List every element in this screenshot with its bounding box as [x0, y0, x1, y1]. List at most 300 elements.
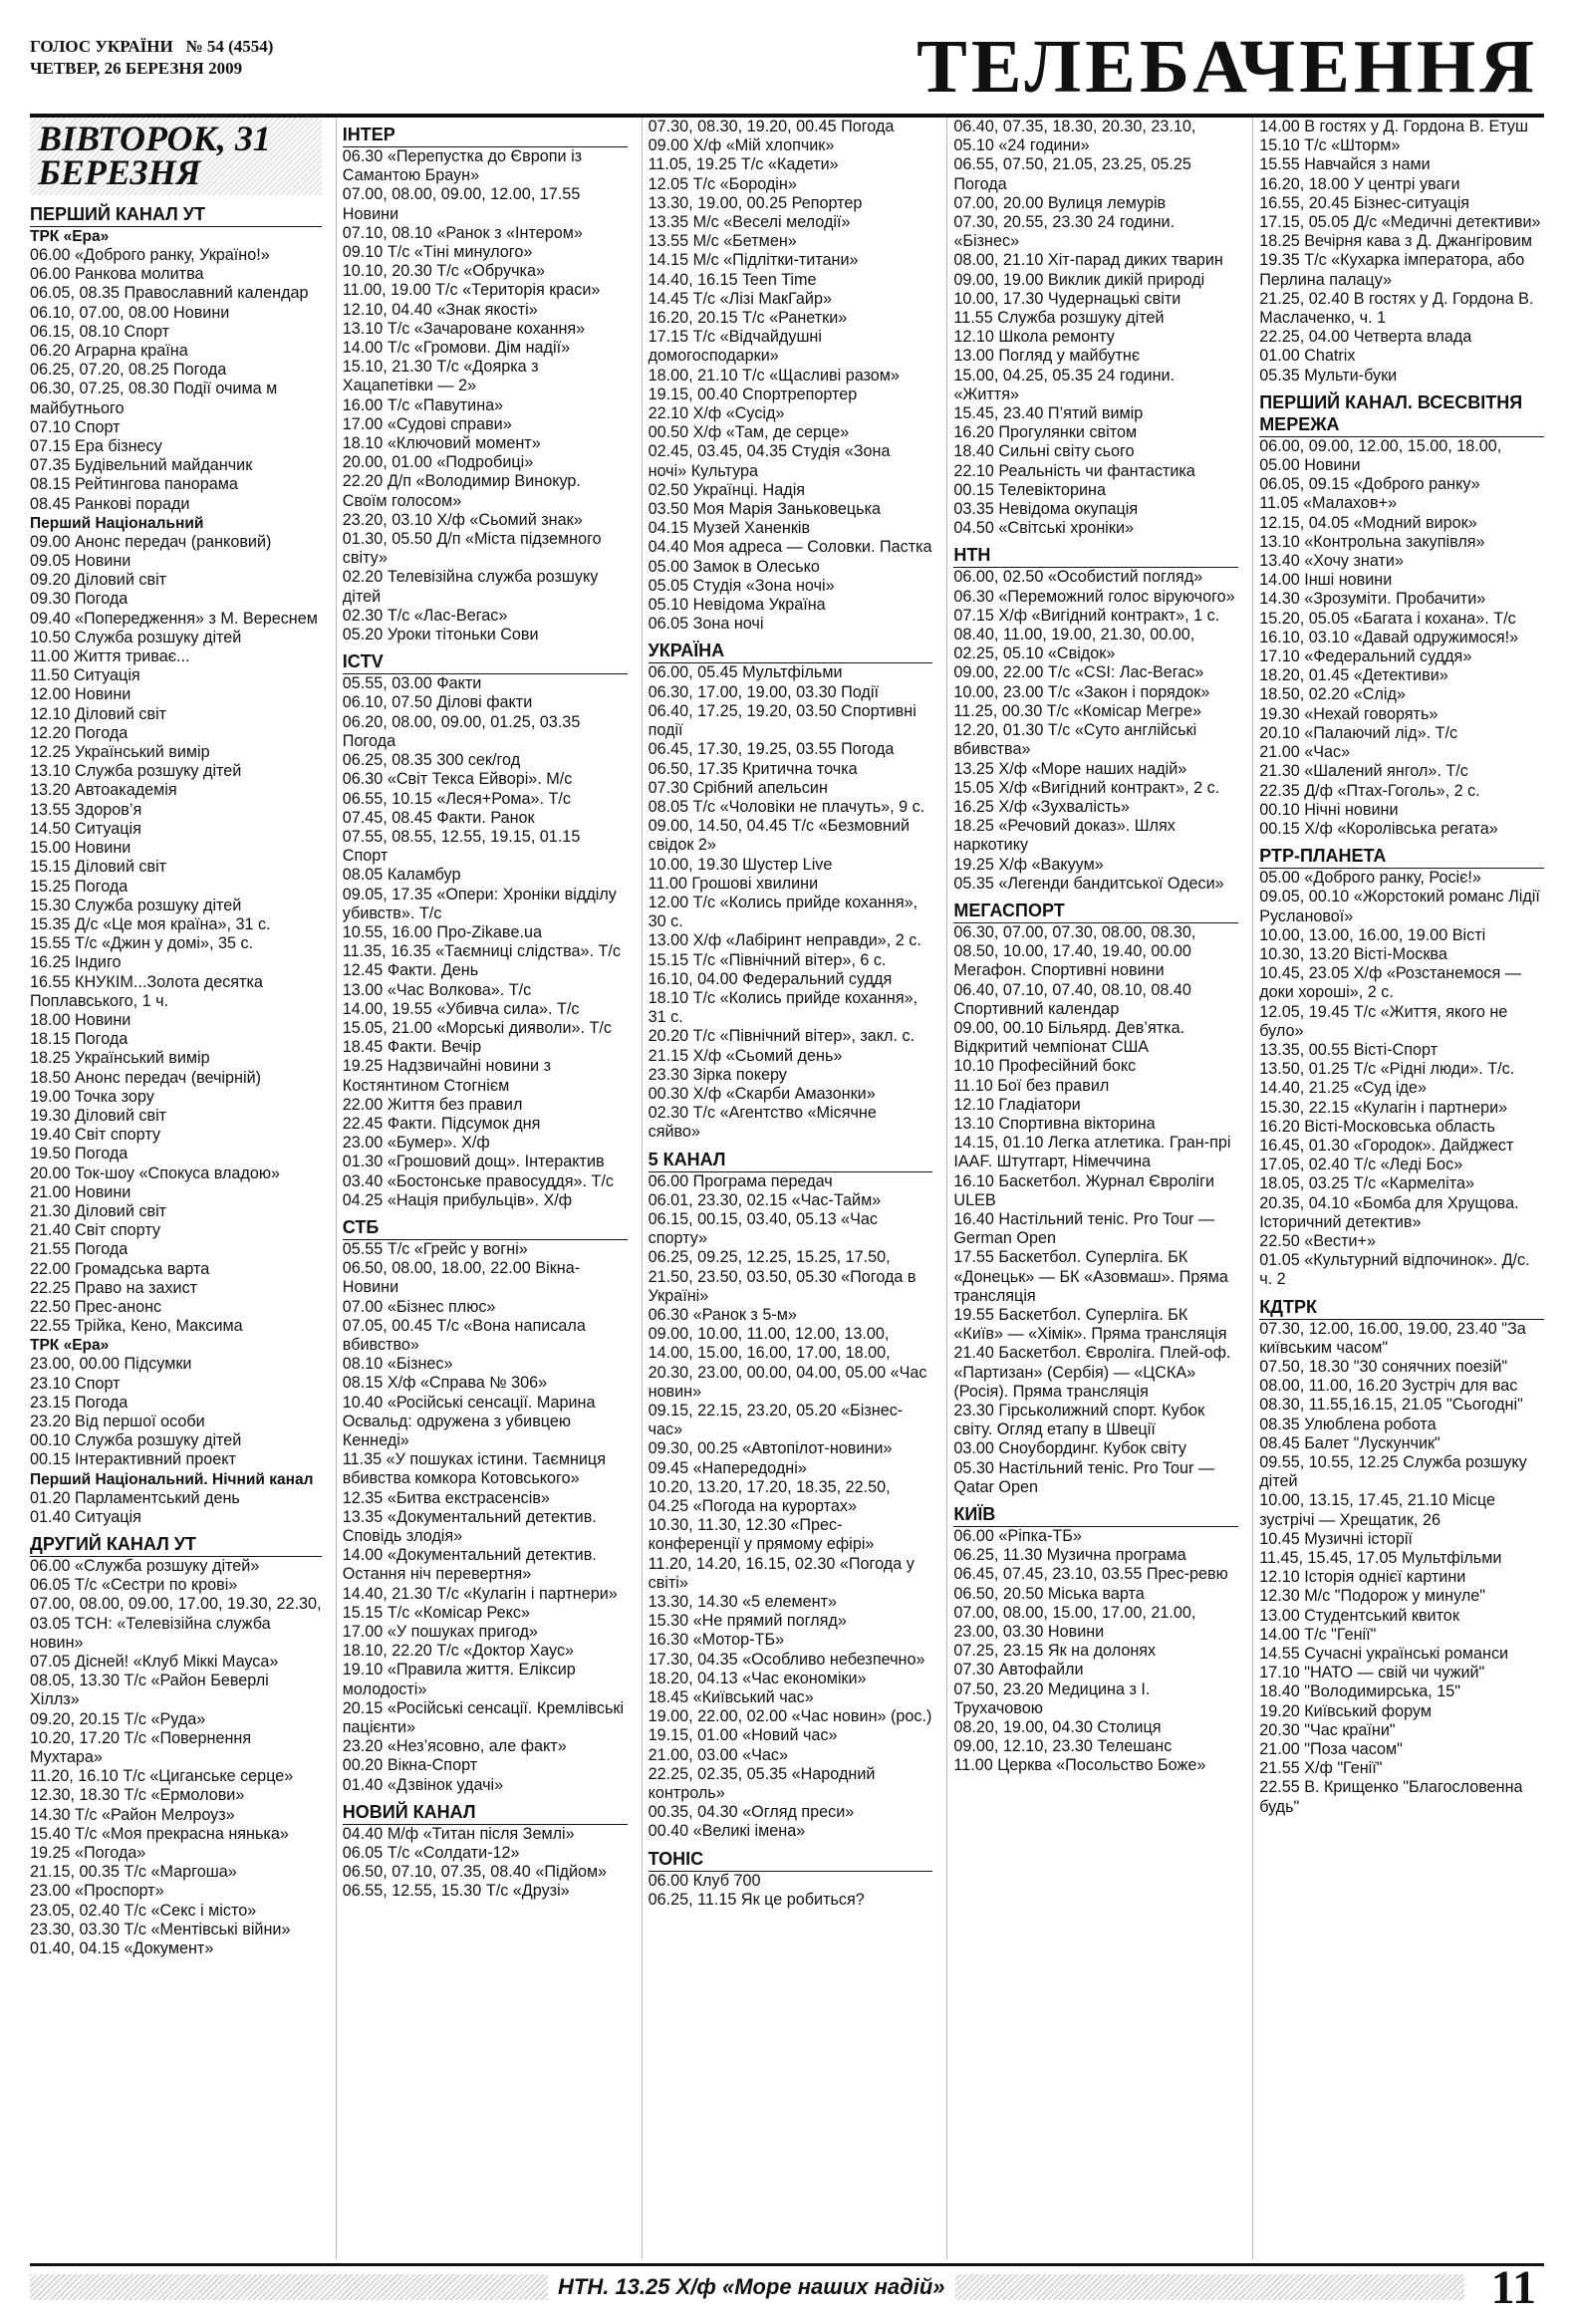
programme-title: Д/с «Це моя країна», 31 с. [75, 914, 271, 933]
programme-time: 12.10 [30, 704, 71, 723]
programme-title: Програма передач [692, 1171, 833, 1190]
programme-entry [343, 1355, 628, 1374]
programme-time: 19.20 [1259, 1701, 1300, 1720]
programme-title: «Нехай говорять» [1304, 704, 1439, 723]
programme-time: 19.25 [30, 1844, 71, 1863]
programme-time: 06.55, 10.15 [342, 789, 432, 808]
programme-title: «Суд іде» [1353, 1079, 1427, 1098]
programme-entry [343, 1298, 628, 1317]
programme-entry [1259, 1396, 1544, 1415]
programme-entry [30, 1595, 322, 1653]
programme-title: Новини [75, 685, 131, 704]
programme-time: 06.30 [342, 147, 384, 165]
programme-time: 14.00 [1259, 1625, 1300, 1644]
programme-title: Діловий світ [75, 1201, 167, 1220]
programme-entry [649, 155, 933, 174]
programme-entry [1259, 1377, 1544, 1396]
programme-entry [953, 1756, 1238, 1775]
programme-time: 04.15 [648, 519, 689, 538]
programme-entry [649, 1651, 933, 1670]
programme-title: Т/с «Район Мелроуз» [75, 1805, 235, 1824]
programme-entry [953, 626, 1238, 663]
programme-title: Погляд у майбутнє [998, 347, 1141, 366]
programme-title: П’ятий вимір [1047, 404, 1144, 423]
programme-title: Chatrix [1304, 347, 1356, 366]
programme-title: Сучасні українські романси [1304, 1645, 1509, 1664]
programme-time: 07.10 [30, 417, 71, 436]
programme-entry [30, 495, 322, 514]
programme-time: 21.40 [953, 1344, 994, 1363]
programme-time: 09.00, 22.00 [953, 663, 1044, 682]
programme-entry [1259, 647, 1544, 666]
programme-entry [30, 1939, 322, 1958]
programme-title: Т/с «Грейс у вогні» [387, 1239, 528, 1258]
programme-title: Новини [75, 552, 131, 571]
programme-title: Срібний апельсин [692, 778, 828, 797]
programme-title: Т/с «Павутина» [387, 395, 504, 414]
programme-title: «Зрозуміти. Пробачити» [1304, 590, 1486, 609]
programme-time: 04.25 [342, 1190, 384, 1209]
channel-heading: НОВИЙ КАНАЛ [343, 1801, 628, 1825]
programme-title: Погода [342, 731, 396, 750]
programme-title: «Судові справи» [387, 414, 512, 433]
programme-entry [1259, 1664, 1544, 1682]
programme-entry [649, 1066, 933, 1085]
programme-entry [649, 1822, 933, 1841]
programme-entry [953, 1306, 1238, 1344]
programme-title: «24 години» [998, 136, 1090, 155]
programme-time: 13.40 [1259, 552, 1300, 571]
programme-title: Зустріч для вас [1402, 1377, 1518, 1396]
programme-entry [343, 674, 628, 693]
programme-title: Х/ф «Скарби Амазонки» [692, 1084, 876, 1103]
programme-title: Київський форум [1304, 1701, 1432, 1720]
programme-entry [1259, 762, 1544, 781]
programme-time: 06.00 [648, 1171, 689, 1190]
programme-entry [953, 462, 1238, 481]
programme-entry [1259, 514, 1544, 533]
programme-entry [343, 790, 628, 809]
programme-entry [1259, 610, 1544, 629]
programme-title: Хіт-парад диких тварин [1047, 251, 1223, 270]
programme-entry [649, 1891, 933, 1910]
programme-entry [1259, 926, 1544, 945]
programme-entry [30, 743, 322, 762]
programme-title: Погода [841, 118, 895, 135]
programme-title: «Нез’ясовно, але факт» [387, 1737, 567, 1756]
programme-title: «Не прямий погляд» [692, 1612, 847, 1631]
programme-entry [343, 961, 628, 980]
programme-time: 09.55, 10.55, 12.25 [1259, 1453, 1399, 1471]
programme-entry [649, 232, 933, 251]
programme-entry [649, 779, 933, 798]
programme-time: 06.15, 00.15, 03.40, 05.13 [648, 1209, 837, 1228]
programme-time: 18.05, 03.25 [1259, 1174, 1350, 1193]
programme-time: 00.15 [30, 1450, 71, 1469]
programme-title: Інші новини [1304, 571, 1393, 590]
programme-entry [1259, 1099, 1544, 1118]
programme-entry [30, 685, 322, 704]
programme-title: Телевізійна служба розшуку дітей [342, 568, 599, 606]
programme-entry [30, 762, 322, 781]
programme-time: 09.30, 00.25 [648, 1439, 738, 1458]
programme-time: 03.50 [648, 500, 689, 519]
programme-title: Ситуація [75, 819, 141, 838]
programme-title: Право на захист [75, 1278, 198, 1297]
programme-entry [649, 1670, 933, 1688]
programme-time: 19.55 [953, 1305, 994, 1324]
programme-title: Улюблена робота [1304, 1415, 1437, 1433]
programme-entry [649, 989, 933, 1027]
programme-time: 06.40, 17.25, 19.20, 03.50 [648, 701, 837, 720]
programme-time: 15.10, 21.30 [342, 358, 432, 377]
programme-time: 15.05 [953, 778, 994, 797]
programme-time: 05.05 [648, 576, 689, 595]
programme-entry [343, 1756, 628, 1775]
programme-time: 23.30 [648, 1065, 689, 1084]
programme-entry [30, 418, 322, 437]
page-number: 11 [1490, 2261, 1536, 2314]
programme-time: 12.45 [342, 961, 384, 980]
programme-title: Т/с «Повернення Мухтара» [30, 1728, 252, 1767]
programme-time: 13.55 [648, 232, 689, 251]
programme-time: 17.00 [342, 414, 384, 433]
programme-entry [953, 1680, 1238, 1718]
programme-title: «Бостонське правосуддя». Т/с [387, 1171, 614, 1190]
programme-entry [30, 820, 322, 839]
programme-entry [343, 568, 628, 606]
programme-entry [649, 386, 933, 404]
programme-title: «Час» [1304, 743, 1351, 762]
programme-entry [343, 942, 628, 961]
channel-heading: МЕГАСПОРТ [953, 900, 1238, 923]
programme-entry [649, 271, 933, 290]
programme-entry [343, 923, 628, 942]
programme-time: 05.00 [1259, 869, 1300, 888]
programme-entry [1259, 437, 1544, 475]
programme-time: 06.00, 09.00, 12.00, 15.00, 18.00, 05.00 [1259, 436, 1502, 475]
programme-entry [30, 1049, 322, 1068]
channel-heading: 5 КАНАЛ [649, 1149, 933, 1172]
programme-time: 06.00 [953, 1527, 994, 1546]
programme-title: «Особливо небезпечно» [742, 1650, 925, 1669]
programme-title: ТСН: «Телевізійна служба новин» [30, 1614, 271, 1652]
programme-entry [343, 1489, 628, 1508]
programme-time: 17.00 [342, 1623, 384, 1642]
programme-title: Т/с «Ранетки» [742, 309, 848, 328]
programme-entry [30, 1011, 322, 1030]
programme-title: Настільний теніс. Pro Tour — German Open [953, 1209, 1215, 1248]
programme-time: 09.05, 00.10 [1259, 888, 1350, 906]
programme-entry [30, 361, 322, 380]
programme-entry [953, 367, 1238, 404]
programme-time: 14.40, 21.25 [1259, 1079, 1350, 1098]
programme-title: Т/с «Доктор Хаус» [436, 1642, 575, 1661]
programme-time: 18.00, 21.10 [648, 366, 738, 385]
programme-title: «Морські дияволи». Т/с [436, 1018, 612, 1037]
programme-time: 06.50, 07.10, 07.35, 08.40 [342, 1863, 531, 1882]
programme-title: «Попередження» з М. Вереснем [75, 609, 318, 628]
programme-title: Х/ф «Море наших надій» [998, 759, 1187, 778]
programme-title: Події очима м майбутнього [30, 380, 278, 417]
programme-time: 10.00, 17.30 [953, 289, 1044, 308]
programme-entry [1259, 1491, 1544, 1529]
programme-entry [30, 1557, 322, 1576]
programme-time: 15.55 [30, 934, 71, 953]
programme-entry [30, 1413, 322, 1431]
programme-entry [30, 246, 322, 265]
programme-entry [30, 1107, 322, 1126]
programme-entry [30, 1508, 322, 1527]
programme-time: 06.40, 07.10, 07.40, 08.10, 08.40 [953, 980, 1191, 999]
programme-title: Т/с «Комісар Мегре» [1046, 701, 1202, 720]
programme-title: Факти. День [387, 961, 479, 980]
programme-entry [343, 1317, 628, 1355]
programme-title: Т/с «Лас-Вегас» [387, 606, 508, 625]
programme-entry [30, 1145, 322, 1163]
programme-time: 00.10 [30, 1431, 71, 1450]
programme-time: 17.15 [648, 328, 689, 347]
programme-title: Т/с «Життя, якого не було» [1259, 1002, 1508, 1040]
programme-entry [30, 1729, 322, 1767]
programme-time: 13.00 [1259, 1606, 1300, 1625]
programme-title: Мегафон. Спортивні новини [953, 961, 1165, 980]
programme-entry [953, 500, 1238, 519]
programme-title: Д/ф «Птах-Гоголь», 2 с. [1304, 781, 1480, 800]
programme-time: 20.00 [30, 1163, 71, 1182]
programme-title: М/с «Бетмен» [692, 232, 797, 251]
programme-time: 14.00 [1259, 118, 1300, 135]
programme-title: Музична програма [1046, 1546, 1186, 1565]
programme-entry [343, 1623, 628, 1642]
programme-entry [30, 934, 322, 953]
programme-time: 06.05 [342, 1844, 384, 1863]
programme-entry [953, 683, 1238, 702]
channel-heading: СТБ [343, 1216, 628, 1240]
programme-title: Анонс передач (ранковий) [75, 532, 272, 551]
programme-time: 19.15, 01.00 [648, 1726, 738, 1745]
programme-title: Студія «Зона ночі» [692, 576, 835, 595]
listing-column-2 [336, 118, 628, 2259]
programme-time: 22.00 [30, 1259, 71, 1278]
programme-title: Надзвичайні новини з Костянтином Стогнієм [342, 1057, 552, 1095]
programme-time: 09.20, 20.15 [30, 1709, 121, 1728]
programme-time: 21.00, 03.00 [648, 1745, 738, 1764]
programme-entry [953, 1604, 1238, 1642]
programme-entry [30, 1672, 322, 1709]
issue-number: № 54 (4554) [185, 37, 274, 56]
programme-title: Баскетбол. Суперліга. БК «Київ» — «Хімік». Пряма трансляція [953, 1305, 1227, 1344]
programme-entry [953, 404, 1238, 423]
programme-title: «Вести+» [1304, 1231, 1377, 1250]
programme-time: 06.30 [342, 770, 384, 789]
programme-entry [1259, 1003, 1544, 1041]
programme-entry [953, 568, 1238, 587]
programme-time: 10.20, 17.20 [30, 1728, 121, 1747]
programme-time: 06.00 [30, 1557, 71, 1575]
programme-time: 23.20 [30, 1412, 71, 1430]
programme-entry [343, 607, 628, 626]
programme-title: «Огляд преси» [742, 1803, 855, 1822]
listing-column-5 [1252, 118, 1544, 2259]
programme-time: 12.10 [953, 1095, 994, 1114]
programme-time: 13.35 [342, 1507, 384, 1526]
programme-entry [953, 1134, 1238, 1171]
programme-time: 09.05 [30, 552, 71, 571]
programme-entry [649, 760, 933, 779]
programme-title: Факти. Підсумок дня [387, 1114, 541, 1133]
programme-title: Новини [173, 303, 230, 322]
programme-time: 06.25, 07.20, 08.25 [30, 361, 169, 380]
programme-title: Т/с «Північний вітер», 6 с. [692, 950, 887, 969]
programme-title: «Знак якості» [436, 300, 538, 319]
programme-time: 10.30, 13.20 [1259, 944, 1350, 963]
programme-time: 13.25 [953, 759, 994, 778]
programme-title: Прес-анонс [75, 1297, 162, 1316]
programme-title: «Модний вирок» [1353, 513, 1477, 532]
programme-entry [649, 1210, 933, 1248]
channel-subheading: ТРК «Ера» [30, 228, 110, 245]
programme-entry [953, 779, 1238, 798]
programme-title: Православний календар [124, 284, 309, 303]
paper-name: ГОЛОС УКРАЇНИ [30, 37, 173, 56]
programme-entry [343, 301, 628, 320]
programme-title: Спортивний календар [953, 999, 1120, 1018]
programme-title: Т/с «Комісар Рекс» [387, 1603, 530, 1622]
programme-entry [1259, 1607, 1544, 1626]
programme-time: 07.00, 20.00 [953, 193, 1044, 212]
programme-time: 02.45, 03.45, 04.35 [648, 442, 788, 461]
programme-time: 06.30, 07.00, 07.30, 08.00, 08.30, 08.50, 10.00, 17.40, 19.40, 00.00 [953, 922, 1196, 961]
programme-entry [30, 323, 322, 342]
programme-title: Ділові факти [436, 693, 533, 712]
programme-time: 16.20 [1259, 1117, 1300, 1136]
programme-time: 06.25, 09.25, 12.25, 15.25, 17.50, 21.50, 23.50, 03.50, 05.30 [648, 1248, 891, 1286]
programme-time: 21.25, 02.40 [1259, 289, 1350, 308]
programme-time: 08.30, 11.55,16.15, 21.05 [1259, 1396, 1442, 1415]
programme-time: 11.25, 00.30 [953, 701, 1043, 720]
programme-time: 11.20, 16.10 [30, 1767, 119, 1786]
programme-entry [343, 1450, 628, 1488]
programme-entry [1259, 820, 1544, 839]
programme-title: Як це робиться? [740, 1890, 865, 1909]
programme-entry [649, 817, 933, 855]
programme-time: 07.15 [953, 606, 994, 625]
programme-entry [30, 1786, 322, 1805]
programme-title: Баскетбол. Суперліга. БК «Донецьк» — БК «Азовмаш». Пряма трансляція [953, 1248, 1228, 1305]
programme-time: 09.30 [30, 590, 71, 609]
programme-time: 18.10, 22.20 [342, 1642, 432, 1661]
programme-time: 09.05, 17.35 [342, 885, 432, 904]
programme-time: 00.15 [953, 480, 994, 499]
programme-entry [343, 981, 628, 1000]
programme-entry [649, 194, 933, 213]
programme-entry [1259, 155, 1544, 174]
programme-time: 01.40 [30, 1507, 71, 1526]
programme-entry [30, 1355, 322, 1374]
programme-time: 12.00 [648, 893, 689, 911]
programme-title: «Час економіки» [742, 1669, 867, 1687]
programme-entry [953, 702, 1238, 721]
programme-time: 01.05 [1259, 1251, 1300, 1270]
programme-entry [953, 481, 1238, 500]
programme-title: «Федеральний суддя» [1304, 647, 1472, 666]
programme-entry [30, 590, 322, 609]
programme-title: «Бомба для Хрущова. Історичний детектив» [1259, 1193, 1519, 1231]
programme-title: Вікна-Новини [342, 1259, 581, 1297]
programme-time: 08.35 [1259, 1415, 1300, 1433]
programme-entry [30, 284, 322, 303]
programme-entry [30, 456, 322, 475]
programme-entry [1259, 1137, 1544, 1156]
programme-title: «Час» [742, 1745, 789, 1764]
programme-title: М/с «Підлітки-титани» [692, 251, 859, 270]
programme-title: Т/с «Маргоша» [124, 1863, 237, 1882]
programme-time: 22.35 [1259, 781, 1300, 800]
programme-time: 08.40, 11.00, 19.00, 21.30, 00.00, 02.25, 05.10 [953, 626, 1195, 663]
programme-title: Історія однієї картини [1304, 1568, 1466, 1587]
programme-time: 22.25 [30, 1278, 71, 1297]
programme-entry [953, 1344, 1238, 1402]
programme-title: «Свідок» [1047, 645, 1116, 663]
programme-time: 15.05, 21.00 [342, 1018, 432, 1037]
listing-column-4 [946, 118, 1238, 2259]
programme-entry [649, 290, 933, 309]
programme-title: Т/с «Територія краси» [435, 281, 601, 300]
programme-time: 17.10 [1259, 1664, 1300, 1682]
programme-title: Teen Time [741, 270, 817, 289]
programme-entry [30, 878, 322, 897]
programme-entry [1259, 705, 1544, 724]
programme-time: 18.00 [30, 1010, 71, 1029]
programme-time: 16.40 [953, 1209, 994, 1228]
programme-title: Т/с «Рідні люди». Т/с. [1353, 1060, 1515, 1079]
programme-entry [649, 1085, 933, 1104]
programme-title: «Битва екстрасенсів» [387, 1488, 550, 1507]
programme-time: 01.40 [342, 1775, 384, 1794]
programme-title: «Бізнес-час» [648, 1402, 904, 1439]
programme-time: 23.30, 03.30 [30, 1920, 121, 1938]
programme-entry [649, 538, 933, 557]
programme-entry [343, 1096, 628, 1115]
programme-title: Ток-шоу «Спокуса владою» [75, 1163, 281, 1182]
programme-entry [953, 1661, 1238, 1679]
programme-entry [953, 1115, 1238, 1134]
programme-time: 15.45, 23.40 [953, 404, 1044, 423]
programme-title: Служба розшуку дітей [997, 309, 1165, 328]
programme-entry [343, 1000, 628, 1019]
programme-time: 04.50 [953, 519, 994, 538]
programme-entry [30, 380, 322, 417]
programme-time: 18.40 [1259, 1682, 1300, 1701]
programme-time: 12.10 [1259, 1568, 1300, 1587]
programme-title: «Палаючий лід». Т/с [1304, 723, 1458, 742]
programme-title: «Напередодні» [692, 1458, 807, 1477]
programme-time: 21.00 [30, 1182, 71, 1201]
programme-time: 15.10 [1259, 136, 1300, 155]
programme-entry [30, 858, 322, 877]
tv-listing-columns [30, 118, 1544, 2259]
programme-time: 16.10, 03.10 [1259, 628, 1350, 646]
programme-entry [649, 1459, 933, 1478]
programme-entry [953, 155, 1238, 193]
programme-entry [1259, 1549, 1544, 1568]
programme-title: Навчайся з нами [1304, 155, 1431, 174]
programme-time: 03.40 [342, 1171, 384, 1190]
programme-time: 00.10 [1259, 800, 1300, 819]
programme-title: Гладіатори [998, 1095, 1081, 1114]
programme-entry [30, 705, 322, 724]
